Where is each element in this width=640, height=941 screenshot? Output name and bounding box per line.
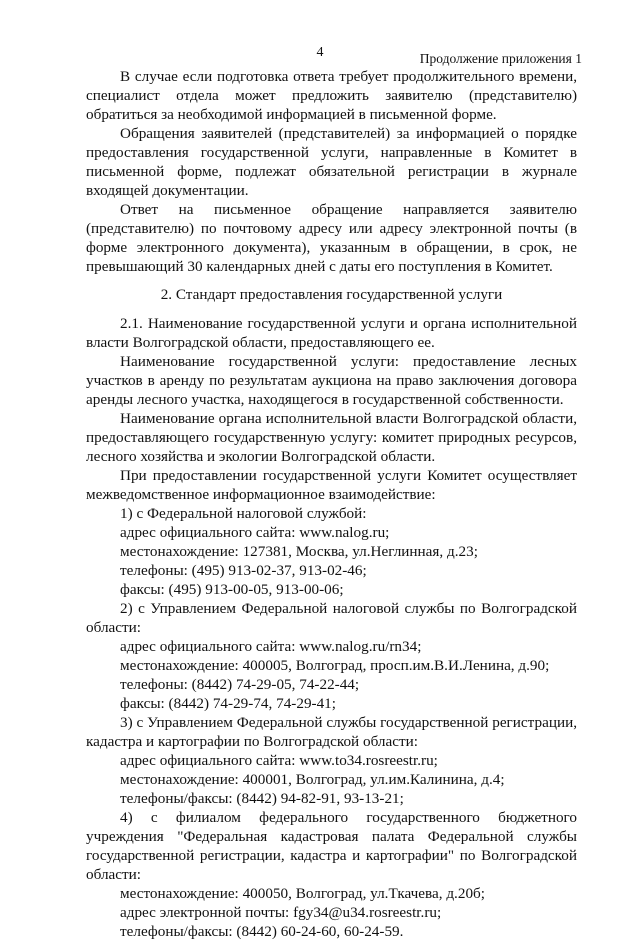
list-item: факсы: (8442) 74-29-74, 74-29-41;: [120, 695, 336, 712]
list-item: 1) с Федеральной налоговой службой:: [120, 505, 367, 522]
paragraph: Наименование органа исполнительной власти Волгоградской области, предоставляющего государственную услугу: комитет природных ресурсов, лесного хозяйства и экологии Волгоградской области.: [86, 410, 577, 465]
list-item: адрес электронной почты: fgy34@u34.rosreestr.ru;: [120, 904, 442, 921]
list-item: адрес официального сайта: www.nalog.ru/rn34;: [120, 638, 422, 655]
paragraph: Ответ на письменное обращение направляется заявителю (представителю) по почтовому адресу или адресу электронной почты (в форме электронного документа), указанным в обращении, в срок, не превышающий 30 календарных дней с даты его поступления в Комитет.: [86, 201, 577, 275]
list-item: телефоны: (8442) 74-29-05, 74-22-44;: [120, 676, 360, 693]
paragraph: 2.1. Наименование государственной услуги и органа исполнительной власти Волгоградской области, предоставляющего ее.: [86, 315, 577, 351]
list-item: местонахождение: 400050, Волгоград, ул.Ткачева, д.20б;: [120, 885, 485, 902]
list-item: адрес официального сайта: www.nalog.ru;: [120, 524, 390, 541]
list-item: 2) с Управлением Федеральной налоговой службы по Волгоградской области:: [86, 600, 577, 636]
paragraph: При предоставлении государственной услуги Комитет осуществляет межведомственное информационное взаимодействие:: [86, 467, 577, 503]
list-item: местонахождение: 400001, Волгоград, ул.им.Калинина, д.4;: [120, 771, 505, 788]
paragraph: Наименование государственной услуги: предоставление лесных участков в аренду по результатам аукциона на право заключения договора аренды лесного участка, находящегося в государственной собственности.: [86, 353, 577, 408]
list-item: адрес официального сайта: www.to34.rosreestr.ru;: [120, 752, 438, 769]
list-item: телефоны/факсы: (8442) 60-24-60, 60-24-59.: [120, 923, 404, 940]
paragraph: Обращения заявителей (представителей) за информацией о порядке предоставления государственной услуги, направленные в Комитет в письменной форме, подлежат обязательной регистрации в журнале входящей документации.: [86, 125, 577, 199]
list-item: телефоны/факсы: (8442) 94-82-91, 93-13-21;: [120, 790, 404, 807]
page-number: 4: [316, 45, 324, 60]
section-title: 2. Стандарт предоставления государственной услуги: [160, 286, 503, 303]
list-item: телефоны: (495) 913-02-37, 913-02-46;: [120, 562, 367, 579]
list-item: 3) с Управлением Федеральной службы государственной регистрации, кадастра и картографии по Волгоградской области:: [86, 714, 577, 750]
list-item: местонахождение: 400005, Волгоград, просп.им.В.И.Ленина, д.90;: [120, 657, 550, 674]
list-item: 4) с филиалом федерального государственного бюджетного учреждения "Федеральная кадастровая палата Федеральной службы государственной регистрации, кадастра и картографии" по Волгоградской области:: [86, 809, 577, 883]
list-item: факсы: (495) 913-00-05, 913-00-06;: [120, 581, 344, 598]
appendix-continuation-note: Продолжение приложения 1: [419, 51, 582, 66]
paragraph: В случае если подготовка ответа требует продолжительного времени, специалист отдела может предложить заявителю (представителю) обратиться за необходимой информацией в письменной форме.: [86, 68, 577, 123]
list-item: местонахождение: 127381, Москва, ул.Неглинная, д.23;: [120, 543, 478, 560]
document-body: [86, 67, 577, 941]
